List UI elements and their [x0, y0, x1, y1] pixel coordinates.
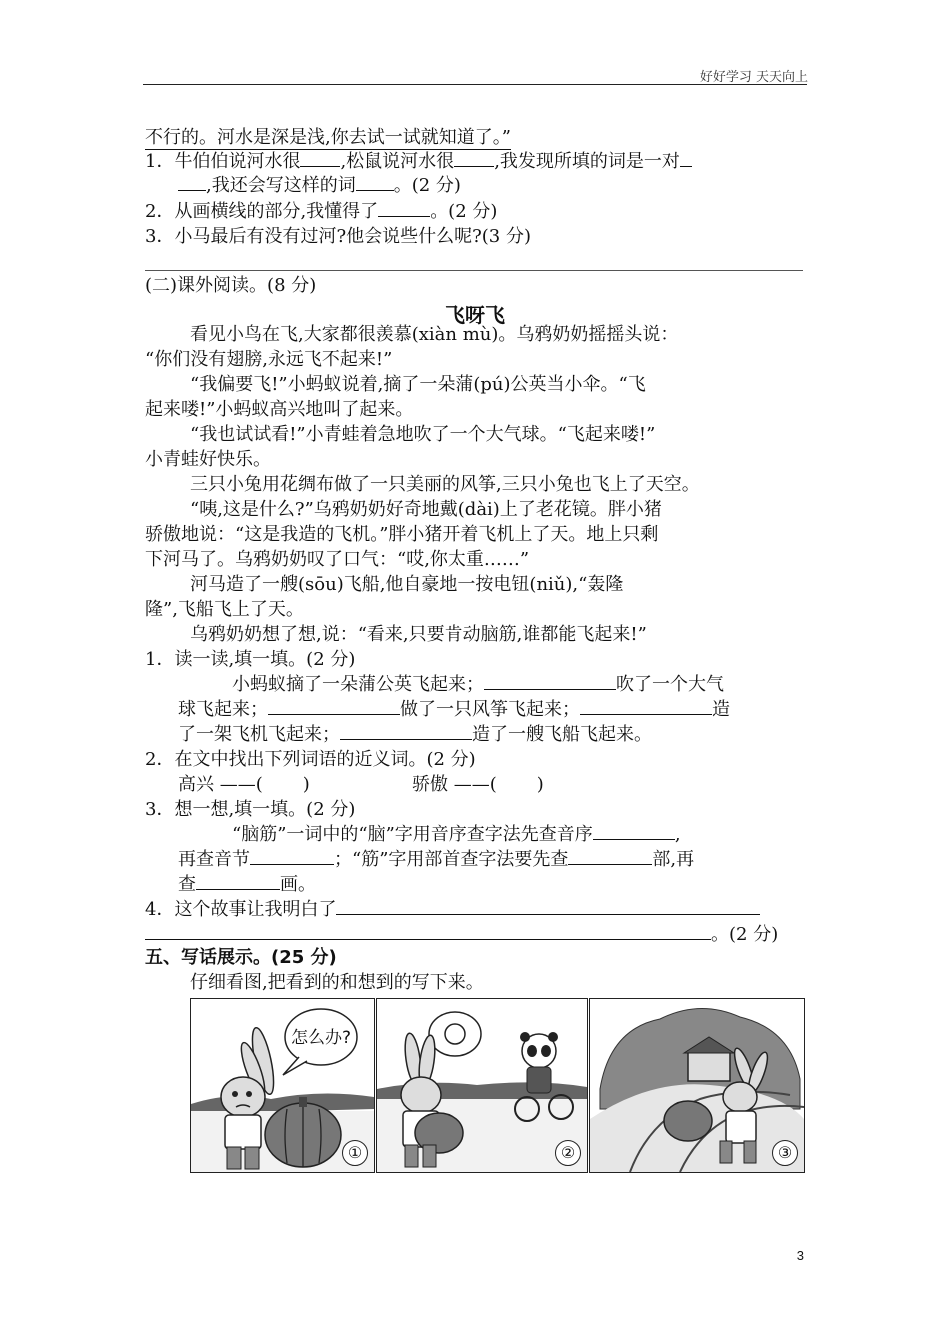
rq4-text: 4．这个故事让我明白了	[145, 899, 337, 920]
story-line: 河马造了一艘(sōu)飞船,他自豪地一按电钮(niǔ),“轰隆	[190, 574, 624, 595]
rq1-text: 小蚂蚁摘了一朵蒲公英飞起来；	[232, 674, 484, 695]
comic-panel-1	[190, 998, 375, 1173]
story-title: 飞呀飞	[445, 303, 505, 327]
q1-text-b: ,松鼠说河水很	[340, 151, 455, 172]
story-line: 看见小鸟在飞,大家都很羡慕(xiàn mù)。乌鸦奶奶摇摇头说：	[190, 324, 679, 345]
question-1-cont	[178, 174, 461, 198]
story-line: 起来喽!”小蚂蚁高兴地叫了起来。	[145, 399, 414, 420]
answer-blank[interactable]	[680, 150, 692, 167]
panel-number: ①	[342, 1140, 368, 1166]
reading-question-4	[145, 898, 760, 922]
story-line: 乌鸦奶奶想了想,说：“看来,只要肯动脑筋,谁都能飞起来!”	[190, 624, 647, 645]
answer-blank[interactable]	[593, 823, 675, 840]
page-number: 3	[796, 1248, 804, 1263]
rq1-line-3	[178, 723, 652, 747]
paren-close: )	[536, 774, 544, 795]
answer-blank[interactable]	[580, 698, 712, 715]
synonym-word: 高兴 ——(	[178, 774, 263, 795]
header-motto: 好好学习 天天向上	[699, 70, 808, 85]
reading-question-2: 2．在文中找出下列词语的近义词。(2 分)	[145, 749, 476, 770]
answer-blank[interactable]	[378, 200, 430, 217]
answer-line[interactable]	[145, 270, 803, 271]
passage-end	[145, 126, 511, 150]
q2-text-a: 2．从画横线的部分,我懂得了	[145, 201, 379, 222]
rq4-end: 。(2 分)	[711, 924, 779, 945]
paren-close: )	[302, 774, 310, 795]
rq1-text: 做了一只风筝飞起来；	[400, 699, 580, 720]
rq4-line-2	[145, 923, 778, 947]
answer-blank[interactable]	[336, 898, 760, 915]
panel-number: ③	[772, 1140, 798, 1166]
rq3-line-1	[232, 823, 681, 847]
comic-panel-2	[376, 998, 588, 1173]
reading-question-1: 1．读一读,填一填。(2 分)	[145, 649, 356, 670]
rq3-line-2	[178, 848, 694, 872]
answer-blank[interactable]	[268, 698, 400, 715]
story-line: “我偏要飞!”小蚂蚁说着,摘了一朵蒲(pú)公英当小伞。“飞	[190, 374, 646, 395]
story-line: “咦,这是什么?”乌鸦奶奶好奇地戴(dài)上了老花镜。胖小猪	[190, 499, 662, 520]
rq3-text: 再查音节	[178, 849, 250, 870]
story-line: “你们没有翅膀,永远飞不起来!”	[145, 349, 393, 370]
story-line: 下河马了。乌鸦奶奶叹了口气：“哎,你太重……”	[145, 549, 530, 570]
synonym-pair-2	[412, 773, 544, 797]
rq1-text: 球飞起来；	[178, 699, 268, 720]
answer-blank[interactable]	[178, 174, 206, 191]
story-line: 三只小兔用花绸布做了一只美丽的风筝,三只小兔也飞上了天空。	[190, 474, 700, 495]
comic-panel-3	[589, 998, 805, 1173]
answer-blank[interactable]	[454, 150, 494, 167]
question-3: 3．小马最后有没有过河?他会说些什么呢?(3 分)	[145, 226, 531, 247]
q1-text-d: ,我还会写这样的词	[206, 175, 356, 196]
q1-text-c: ,我发现所填的词是一对	[494, 151, 680, 172]
answer-blank[interactable]	[145, 923, 711, 940]
answer-blank[interactable]	[250, 848, 334, 865]
rq1-text: 造了一艘飞船飞起来。	[472, 724, 652, 745]
rq3-text: 画。	[280, 874, 316, 895]
synonym-pair-1	[178, 773, 310, 797]
writing-instruction: 仔细看图,把看到的和想到的写下来。	[190, 972, 484, 993]
rq1-text: 了一架飞机飞起来；	[178, 724, 340, 745]
rq3-text: 查	[178, 874, 196, 895]
q1-text-e: 。(2 分)	[393, 175, 461, 196]
rq3-text: “脑筋”一词中的“脑”字用音序查字法先查音序	[232, 824, 593, 845]
answer-blank[interactable]	[356, 174, 394, 191]
synonym-word: 骄傲 ——(	[412, 774, 497, 795]
q1-text-a: 1．牛伯伯说河水很	[145, 151, 301, 172]
question-1	[145, 150, 692, 174]
answer-blank[interactable]	[300, 150, 340, 167]
story-line: 小青蛙好快乐。	[145, 449, 271, 470]
answer-blank[interactable]	[484, 673, 616, 690]
story-line: 隆”,飞船飞上了天。	[145, 599, 304, 620]
reading-question-3: 3．想一想,填一填。(2 分)	[145, 799, 356, 820]
header-divider	[143, 84, 807, 85]
rq1-text: 造	[712, 699, 730, 720]
section-five-heading: 五、写话展示。(25 分)	[145, 947, 337, 968]
rq1-line-1	[232, 673, 724, 697]
rabbit-rolling-pumpkin-illustration	[590, 999, 804, 1172]
q2-text-b: 。(2 分)	[430, 201, 498, 222]
rq3-text: ,	[674, 824, 681, 845]
panel-number: ②	[555, 1140, 581, 1166]
rq3-text: ；“筋”字用部首查字法要先查	[334, 849, 569, 870]
rq1-text: 吹了一个大气	[616, 674, 724, 695]
answer-blank[interactable]	[196, 873, 280, 890]
speech-bubble-text: 怎么办?	[290, 1028, 352, 1048]
rq1-line-2	[178, 698, 730, 722]
story-line: “我也试试看!”小青蛙着急地吹了一个大气球。“飞起来喽!”	[190, 424, 656, 445]
section-two-heading: (二)课外阅读。(8 分)	[145, 275, 317, 296]
rq3-line-3	[178, 873, 316, 897]
rq3-text: 部,再	[652, 849, 695, 870]
underlined-sentence: 不行的。河水是深是浅,你去试一试就知道了。”	[145, 127, 511, 148]
story-line: 骄傲地说：“这是我造的飞机。”胖小猪开着飞机上了天。地上只剩	[145, 524, 659, 545]
answer-blank[interactable]	[340, 723, 472, 740]
answer-blank[interactable]	[568, 848, 652, 865]
question-2	[145, 200, 497, 224]
